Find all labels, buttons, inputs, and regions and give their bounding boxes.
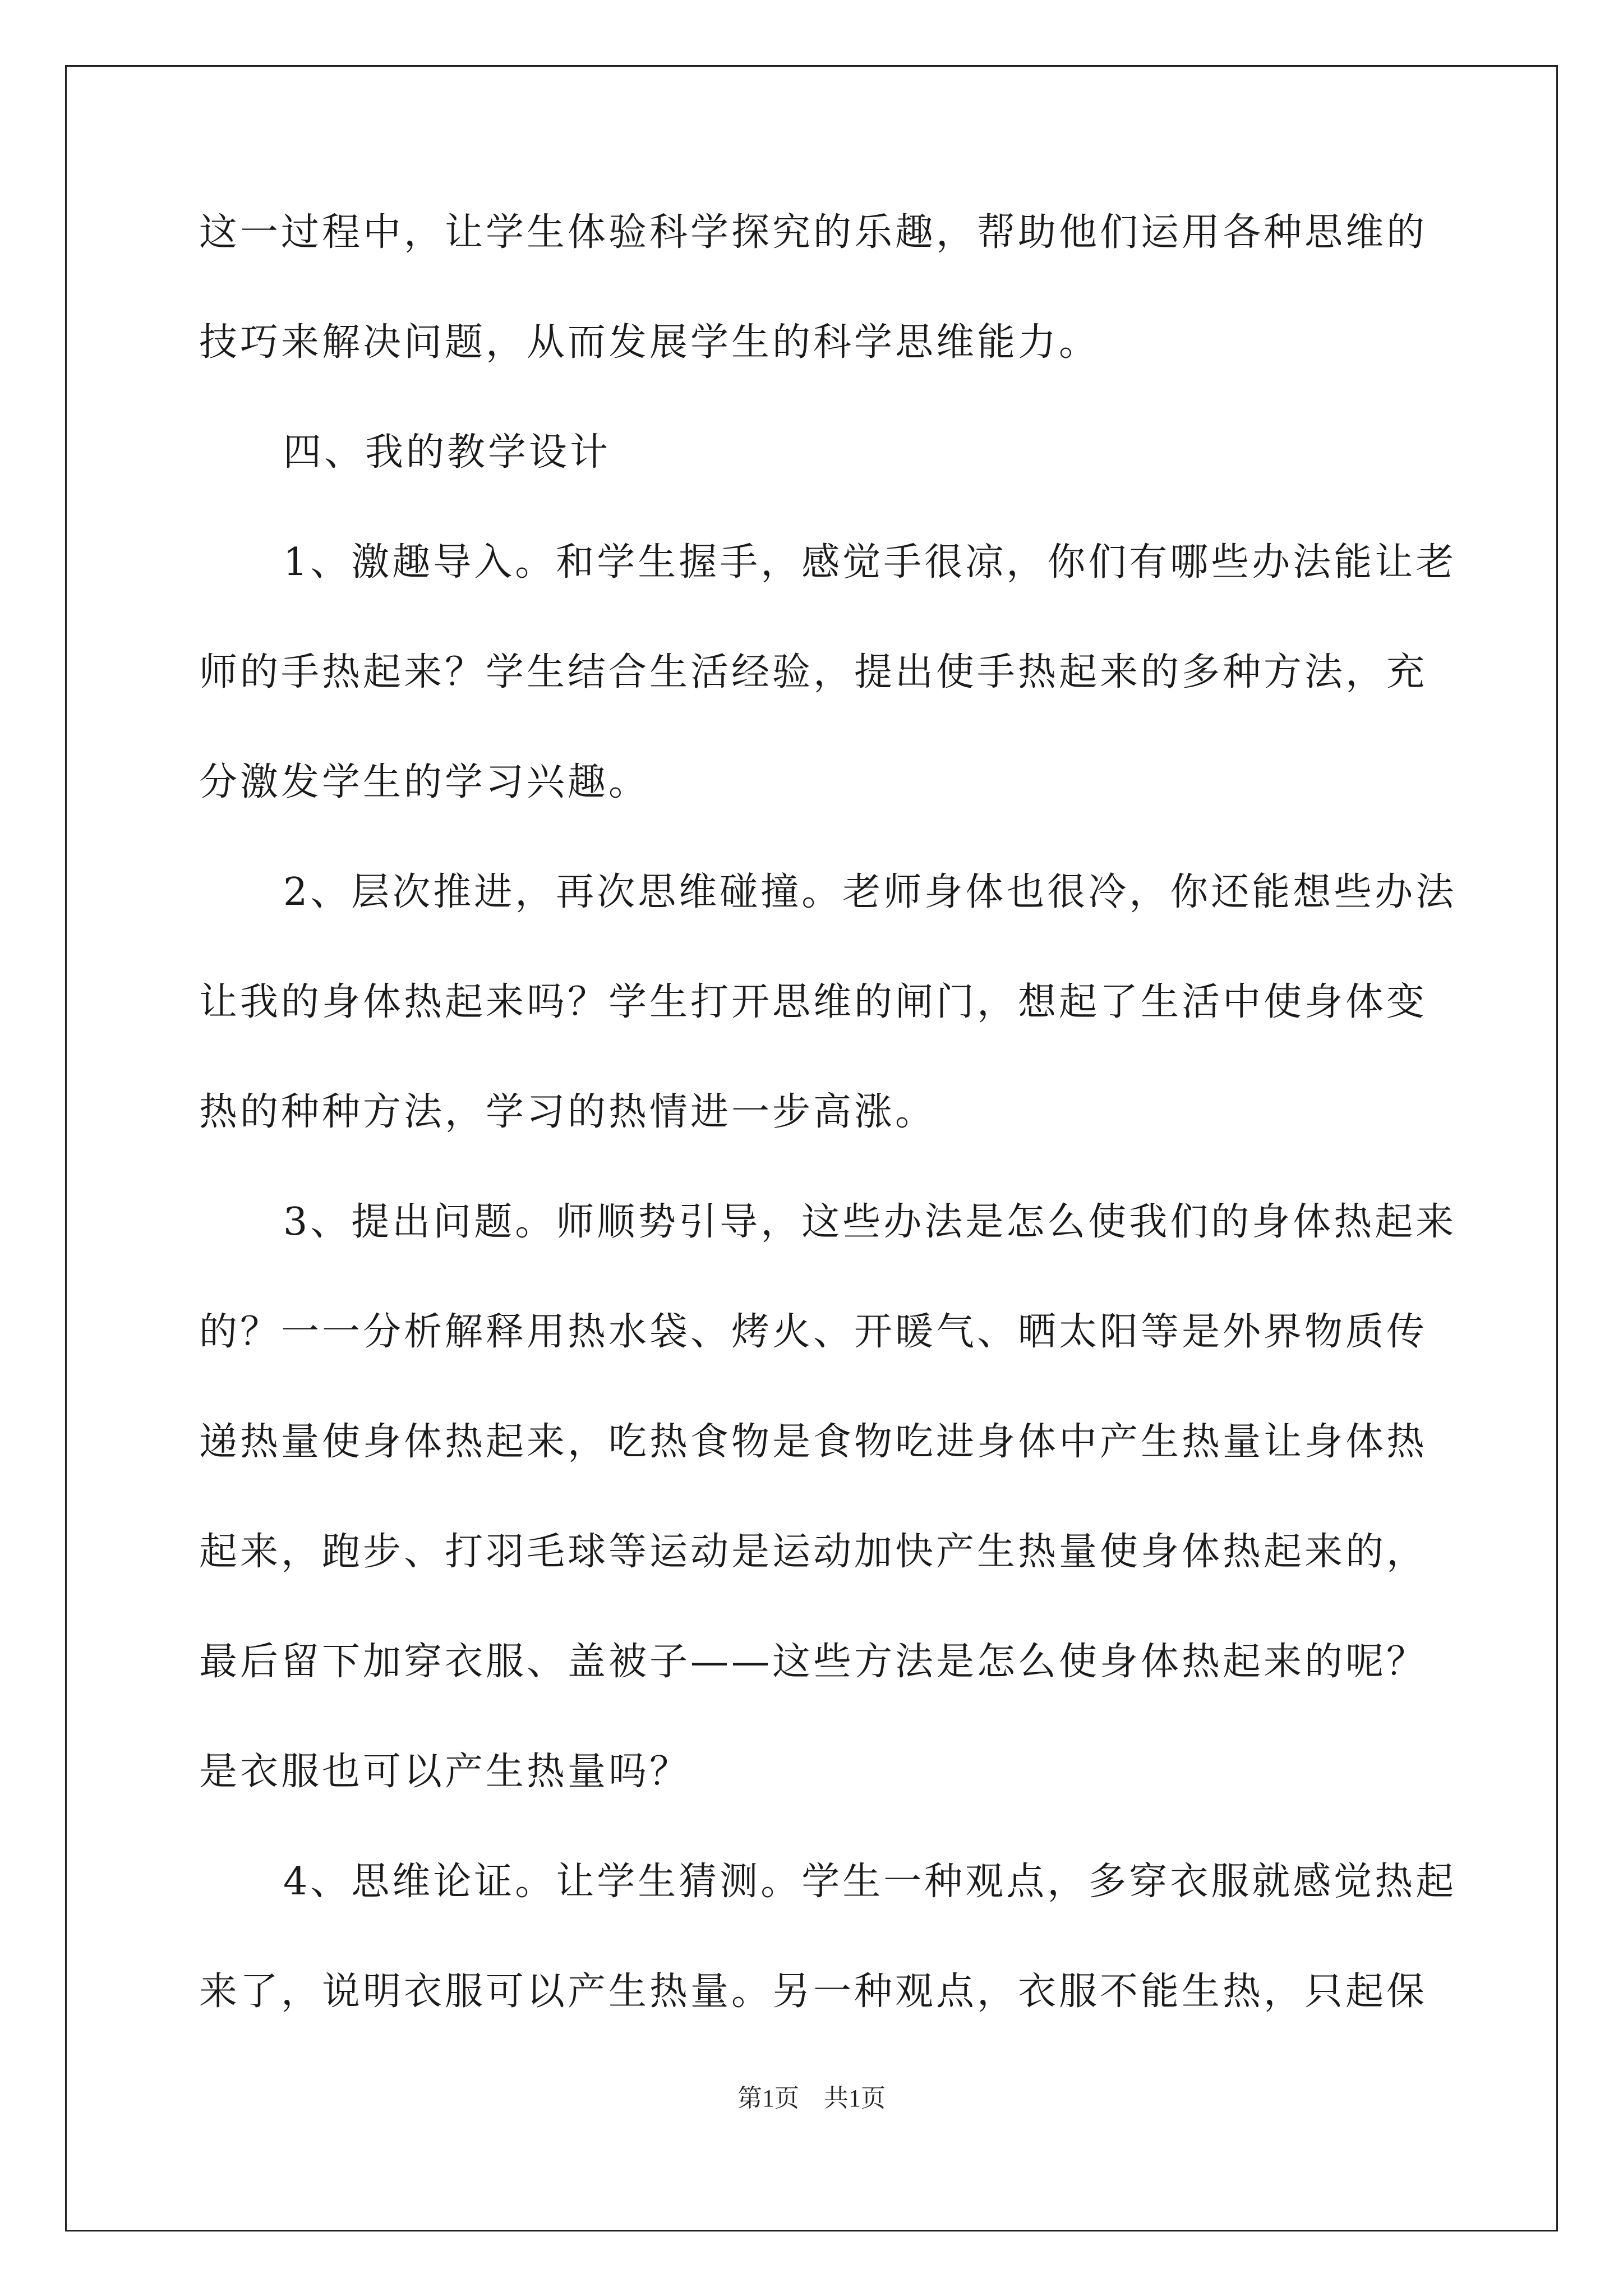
text-line: 4、思维论证。让学生猜测。学生一种观点，多穿衣服就感觉热起 (283, 1860, 1457, 1904)
text-line: 1、激趣导入。和学生握手，感觉手很凉，你们有哪些办法能让老 (283, 540, 1457, 585)
page-number-footer: 第1页 共1页 (737, 2085, 886, 2112)
text-line: 技巧来解决问题，从而发展学生的科学思维能力。 (199, 320, 1100, 365)
text-line: 热的种种方法，学习的热情进一步高涨。 (199, 1090, 937, 1134)
text-line: 2、层次推进，再次思维碰撞。老师身体也很冷，你还能想些办法 (283, 870, 1457, 914)
text-line: 这一过程中，让学生体验科学探究的乐趣，帮助他们运用各种思维的 (199, 210, 1428, 255)
text-line: 是衣服也可以产生热量吗？ (199, 1750, 691, 1794)
text-line: 的？一一分析解释用热水袋、烤火、开暖气、晒太阳等是外界物质传 (199, 1310, 1428, 1354)
text-line: 让我的身体热起来吗？学生打开思维的闸门，想起了生活中使身体变 (199, 980, 1428, 1024)
text-line: 师的手热起来？学生结合生活经验，提出使手热起来的多种方法，充 (199, 650, 1428, 694)
document-body (199, 210, 1457, 2082)
text-line: 3、提出问题。师顺势引导，这些办法是怎么使我们的身体热起来 (283, 1200, 1457, 1244)
text-line: 最后留下加穿衣服、盖被子——这些方法是怎么使身体热起来的呢？ (199, 1640, 1428, 1684)
section-heading: 四、我的教学设计 (283, 430, 611, 475)
text-line: 分激发学生的学习兴趣。 (199, 760, 650, 804)
text-line: 递热量使身体热起来，吃热食物是食物吃进身体中产生热量让身体热 (199, 1420, 1428, 1464)
text-line: 起来，跑步、打羽毛球等运动是运动加快产生热量使身体热起来的， (199, 1530, 1428, 1574)
text-line: 来了，说明衣服可以产生热量。另一种观点，衣服不能生热，只起保 (199, 1970, 1428, 2014)
